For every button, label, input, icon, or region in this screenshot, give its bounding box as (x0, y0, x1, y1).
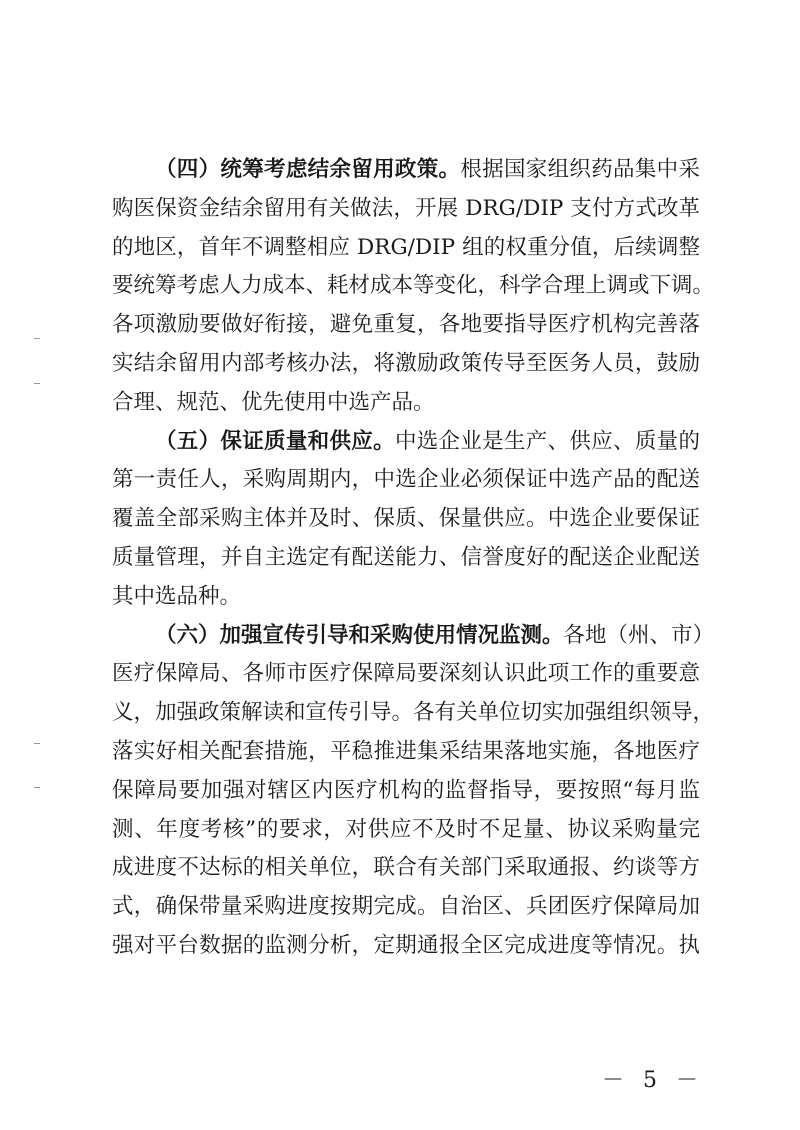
document-body (112, 151, 715, 966)
paragraph-line: 其中选品种。 (112, 583, 242, 609)
paragraph-line: 成进度不达标的相关单位，联合有关部门采取通报、约谈等方 (112, 855, 700, 881)
paragraph-section-4 (112, 151, 715, 423)
paragraph-line: 式，确保带量采购进度按期完成。自治区、兵团医疗保障局加 (112, 894, 700, 920)
paragraph-line: 落实好相关配套措施，平稳推进集采结果落地实施，各地医疗 (112, 738, 700, 764)
margin-mark (34, 338, 40, 339)
paragraph-line: 覆盖全部采购主体并及时、保质、保量供应。中选企业要保证 (112, 506, 700, 532)
paragraph-line: 强对平台数据的监测分析，定期通报全区完成进度等情况。执 (112, 932, 700, 958)
paragraph-line (112, 423, 700, 462)
paragraph-line: 要统筹考虑人力成本、耗材成本等变化，科学合理上调或下调。 (112, 273, 715, 299)
paragraph-line: 实结余留用内部考核办法，将激励政策传导至医务人员，鼓励 (112, 350, 700, 376)
margin-mark (34, 787, 40, 788)
section-heading: （六）加强宣传引导和采购使用情况监测。 (155, 622, 564, 648)
paragraph-line: 保障局要加强对辖区内医疗机构的监督指导，要按照“每月监 (112, 777, 700, 803)
paragraph-text: 根据国家组织药品集中采 (460, 157, 700, 182)
margin-mark (34, 383, 40, 384)
paragraph-text: 中选企业是生产、供应、质量的 (394, 428, 700, 454)
paragraph-line: 购医保资金结余留用有关做法，开展 DRG/DIP 支付方式改革 (112, 195, 700, 221)
section-heading: （四）统筹考虑结余留用政策。 (155, 157, 461, 182)
paragraph-line: 质量管理，并自主选定有配送能力、信誉度好的配送企业配送 (112, 544, 700, 570)
paragraph-line: 的地区，首年不调整相应 DRG/DIP 组的权重分值，后续调整 (112, 234, 700, 260)
paragraph-line (112, 617, 715, 656)
section-heading: （五）保证质量和供应。 (155, 428, 395, 454)
paragraph-line (112, 151, 700, 190)
paragraph-text: 各地（州、市） (563, 622, 715, 648)
paragraph-line: 测、年度考核”的要求，对供应不及时不足量、协议采购量完 (112, 816, 700, 842)
paragraph-line: 合理、规范、优先使用中选产品。 (112, 389, 435, 415)
paragraph-line: 各项激励要做好衔接，避免重复，各地要指导医疗机构完善落 (112, 312, 700, 338)
paragraph-line: 第一责任人，采购周期内，中选企业必须保证中选产品的配送 (112, 467, 700, 493)
paragraph-section-6 (112, 617, 715, 966)
paragraph-line: 义，加强政策解读和宣传引导。各有关单位切实加强组织领导， (112, 700, 715, 726)
paragraph-line: 医疗保障局、各师市医疗保障局要深刻认识此项工作的重要意 (112, 661, 700, 687)
margin-mark (34, 743, 40, 744)
page-number: － 5 － (602, 1068, 704, 1093)
paragraph-section-5 (112, 423, 700, 617)
